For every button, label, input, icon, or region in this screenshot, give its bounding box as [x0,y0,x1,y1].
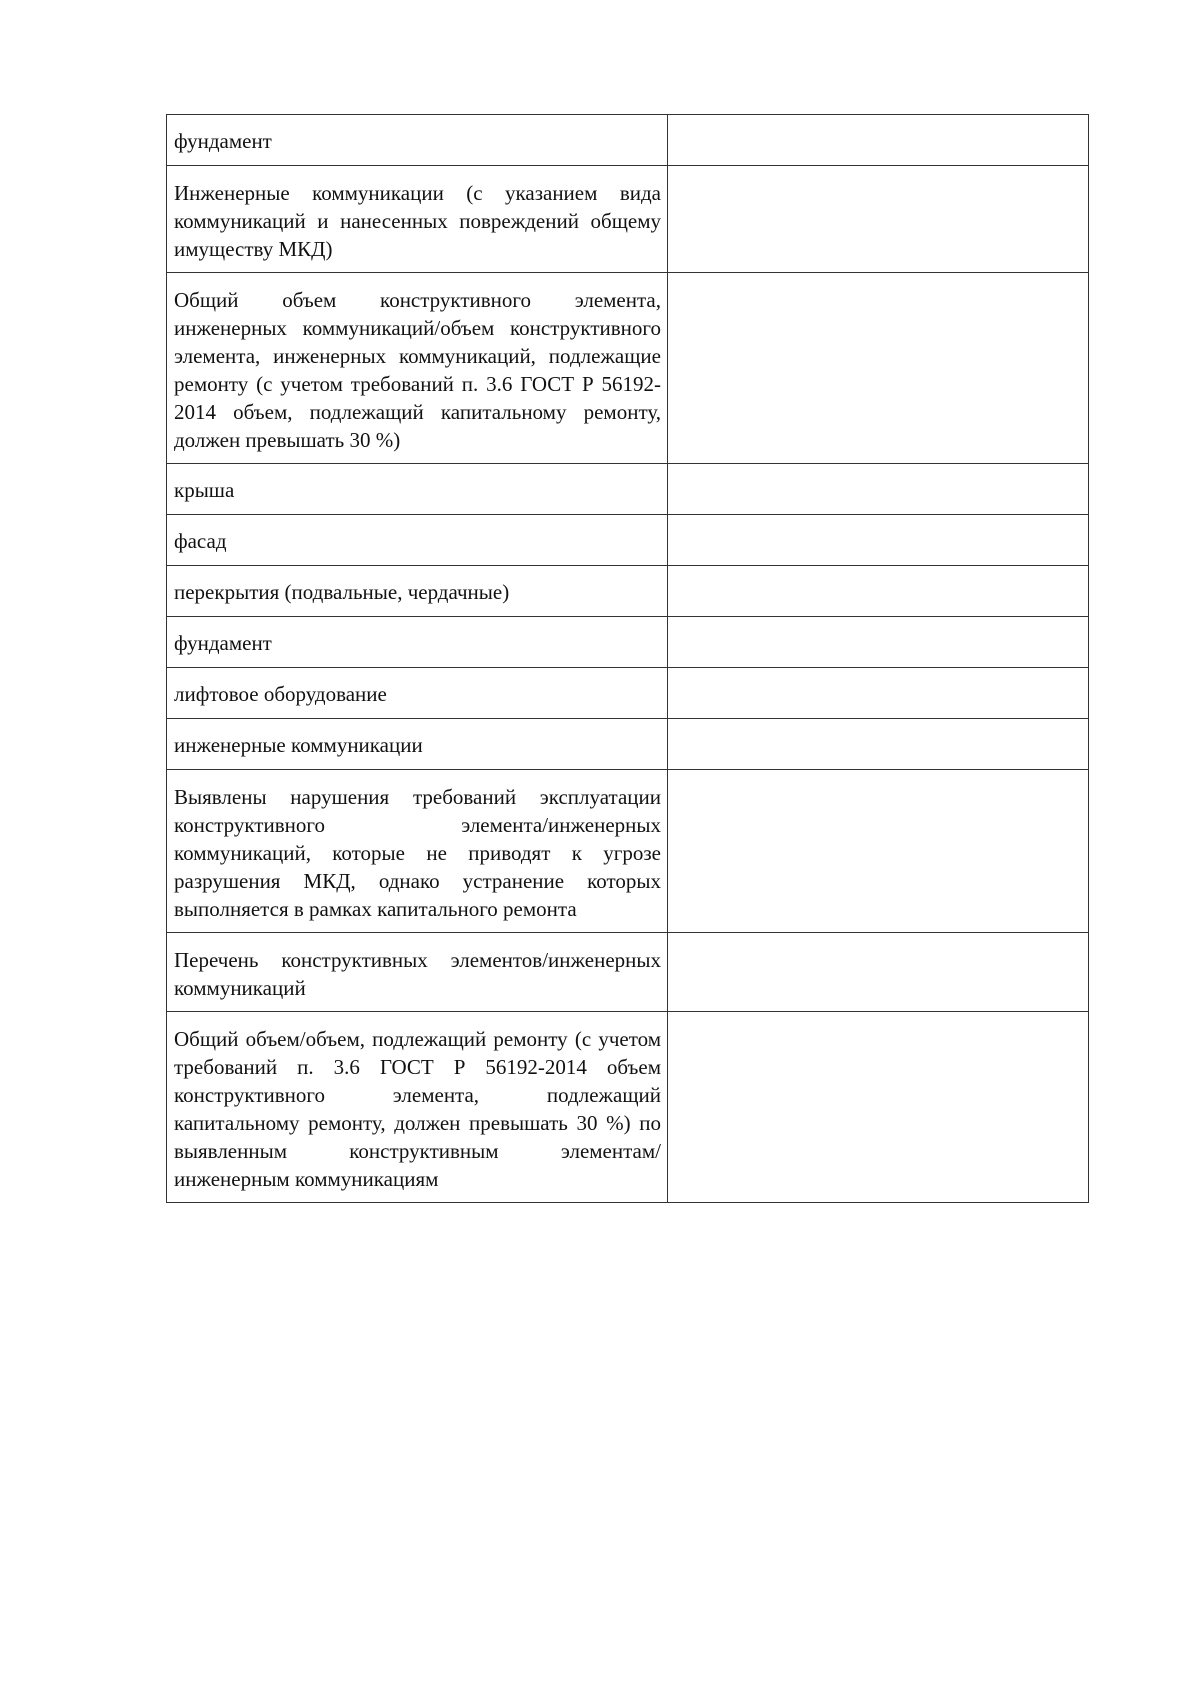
row-value-cell[interactable] [668,770,1089,933]
row-label-cell [167,1012,668,1203]
row-value-cell[interactable] [668,566,1089,617]
row-value[interactable] [668,166,1088,188]
row-value[interactable] [668,668,1088,690]
row-label-cell [167,515,668,566]
table-row [167,273,1089,464]
row-value[interactable] [668,933,1088,955]
row-label: Выявлены нарушения требований эксплуатации конструктивного элемента/инженерных коммуникаций, которые не приводят к угрозе разрушения МКД, однако устранение которых выполняется в рамках капитального ремонта [174,785,661,921]
row-label-cell [167,770,668,933]
row-label: Общий объем конструктивного элемента, инженерных коммуникаций/объем конструктивного элемента, инженерных коммуникаций, подлежащие ремонту (с учетом требований п. 3.6 ГОСТ Р 56192-2014 объем, подлежащий капитальному ремонту, должен превышать 30 %) [174,288,661,452]
row-value-cell[interactable] [668,719,1089,770]
row-label-cell [167,617,668,668]
table-row [167,464,1089,515]
row-value[interactable] [668,1012,1088,1034]
table-row [167,668,1089,719]
table-row [167,115,1089,166]
row-value[interactable] [668,566,1088,588]
row-label: перекрытия (подвальные, чердачные) [174,580,510,604]
row-label-cell [167,566,668,617]
row-value-cell[interactable] [668,1012,1089,1203]
row-value-cell[interactable] [668,933,1089,1012]
row-label-cell [167,273,668,464]
row-value[interactable] [668,515,1088,537]
row-label-cell [167,668,668,719]
row-label-cell [167,166,668,273]
table-row [167,1012,1089,1203]
row-label: инженерные коммуникации [174,733,423,757]
table-row [167,566,1089,617]
row-value-cell[interactable] [668,515,1089,566]
table-row [167,719,1089,770]
row-label: фасад [174,529,227,553]
row-label-cell [167,933,668,1012]
row-value[interactable] [668,617,1088,639]
row-value[interactable] [668,770,1088,792]
row-label: Инженерные коммуникации (с указанием вида коммуникаций и нанесенных повреждений общему имуществу МКД) [174,181,661,261]
table-row [167,166,1089,273]
row-value-cell[interactable] [668,668,1089,719]
row-label: Перечень конструктивных элементов/инженерных коммуникаций [174,948,661,1000]
table-row [167,933,1089,1012]
row-label-cell [167,464,668,515]
inspection-table [166,114,1089,1203]
row-value-cell[interactable] [668,273,1089,464]
row-value[interactable] [668,719,1088,741]
row-label: фундамент [174,631,272,655]
row-value[interactable] [668,464,1088,486]
table-row [167,770,1089,933]
row-value[interactable] [668,115,1088,137]
row-label: Общий объем/объем, подлежащий ремонту (с учетом требований п. 3.6 ГОСТ Р 56192-2014 объем конструктивного элемента, подлежащий капитальному ремонту, должен превышать 30 %) по выявленным конструктивным элементам/инженерным коммуникациям [174,1027,661,1191]
table-row [167,515,1089,566]
row-label: крыша [174,478,235,502]
row-value-cell[interactable] [668,166,1089,273]
row-label-cell [167,115,668,166]
table-row [167,617,1089,668]
row-value-cell[interactable] [668,617,1089,668]
row-label: лифтовое оборудование [174,682,387,706]
row-label-cell [167,719,668,770]
row-value-cell[interactable] [668,464,1089,515]
row-value-cell[interactable] [668,115,1089,166]
row-label: фундамент [174,129,272,153]
row-value[interactable] [668,273,1088,295]
